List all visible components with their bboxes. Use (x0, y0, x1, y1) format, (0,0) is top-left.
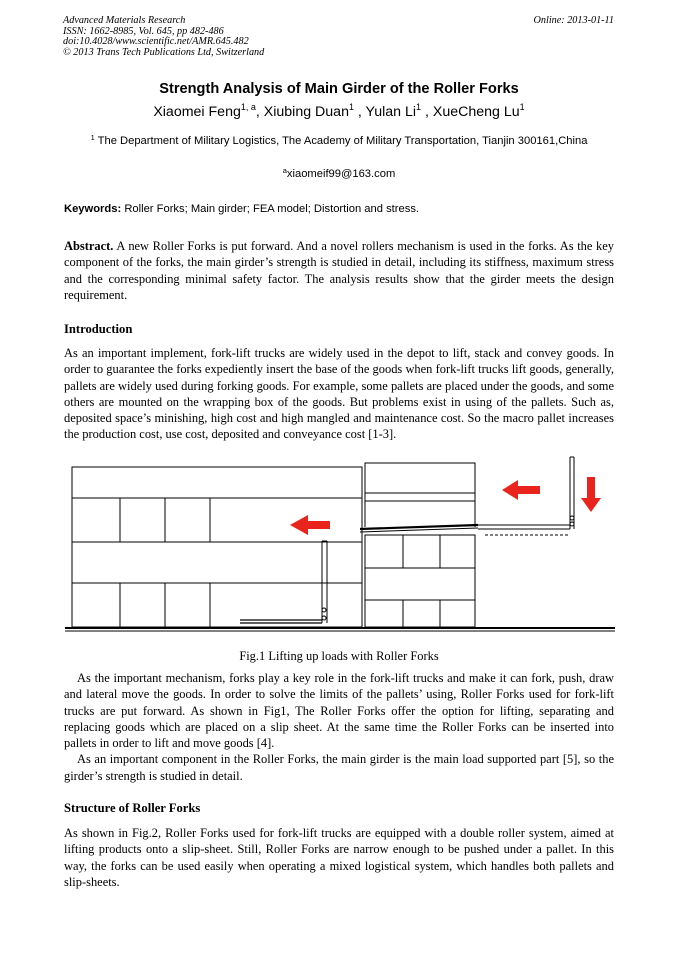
right-goods-stack (365, 463, 475, 627)
keywords-label: Keywords: (64, 203, 122, 215)
figure-roller-forks (60, 455, 620, 640)
left-goods-stack (72, 467, 362, 627)
structure-paragraph (64, 825, 614, 890)
email-text[interactable]: xiaomeif99@163.com (286, 168, 396, 180)
author-sup: 1 (416, 102, 422, 112)
affiliation (80, 131, 598, 148)
author-email (40, 166, 638, 180)
journal-header (63, 16, 363, 58)
keywords (64, 203, 624, 215)
abstract-label: Abstract. (64, 239, 114, 253)
intro-paragraph-3-text: As an important component in the Roller Forks, the main girder is the main load supported part [5], so the girder’s strength is studied in detail. (64, 752, 614, 783)
introduction-heading: Introduction (64, 322, 133, 336)
journal-name: Advanced Materials Research (63, 15, 186, 26)
online-date: Online: 2013-01-11 (533, 15, 614, 26)
structure-heading: Structure of Roller Forks (64, 801, 201, 815)
author-name: Yulan Li (365, 104, 417, 120)
email-sup: a (282, 166, 287, 175)
author-sup: 1 (519, 102, 525, 112)
abstract (64, 238, 614, 303)
intro-paragraph-2-text: As the important mechanism, forks play a key role in the fork-lift trucks and make it can fork, push, draw and lateral move the goods. In order to solve the limits of the pallets’ using, Roller Forks used for fork-lift trucks are put forward. As shown in Fig1, The Roller Forks offer the option for lifting, separating and replacing goods which are placed on a slip sheet. At the same time the Roller Forks can be inserted into pallets in order to lift and move goods [4]. (64, 671, 614, 751)
keywords-text: Roller Forks; Main girder; FEA model; Distortion and stress. (124, 203, 420, 215)
lower-arrow (581, 477, 601, 512)
author-name: XueCheng Lu (432, 104, 520, 120)
author-sup: 1 (348, 102, 354, 112)
push-arrow-right (502, 480, 540, 500)
introduction-paragraph-2 (64, 670, 614, 784)
affiliation-sup: 1 (90, 133, 95, 142)
author-name: Xiubing Duan (263, 104, 349, 120)
author-list: Xiaomei Feng$^{1, a}$, Xiubing Duan$^1$ , Yulan Li$^1$ , XueCheng Lu$^1$ (153, 102, 525, 120)
author-name: Xiaomei Feng (153, 104, 241, 120)
abstract-text: A new Roller Forks is put forward. And a novel rollers mechanism is used in the forks. As the key component of the forks, the main girder’s strength is studied in detail, including its stiffness, maximum stress and the corresponding minimal safety factor. The analysis results show that the girder meets the design requirement. (64, 239, 614, 302)
author-sup: 1, a (240, 102, 256, 112)
introduction-paragraph (64, 345, 614, 443)
right-ground (360, 628, 615, 631)
intro-paragraph-text: As an important implement, fork-lift trucks are widely used in the depot to lift, stack and convey goods. In order to guarantee the forks expediently insert the base of the goods when fork-lift trucks lift goods, generally, pallets are widely used during forking goods. For example, some pallets are placed under the goods, and some others are mounted on the wrapping box of the goods. But problems exist in using of the pallets. Such as, deposited space’s minishing, high cost and high mangled and maintenance cost. So the macro pallet increases the production cost, use cost, deposited and conveyance cost [1-3]. (64, 346, 614, 442)
journal-copyright: © 2013 Trans Tech Publications Ltd, Switzerland (63, 46, 265, 58)
journal-doi[interactable]: doi:10.4028/www.scientific.net/AMR.645.482 (63, 36, 249, 47)
paper-title: Strength Analysis of Main Girder of the Roller Forks (159, 81, 519, 97)
left-ground (65, 628, 360, 631)
journal-issn: ISSN: 1662-8985, Vol. 645, pp 482-486 (63, 25, 224, 37)
figure-caption: Fig.1 Lifting up loads with Roller Forks (239, 649, 439, 663)
structure-paragraph-text: As shown in Fig.2, Roller Forks used for fork-lift trucks are equipped with a double roller system, aimed at lifting products onto a slip-sheet. Still, Roller Forks are narrow enough to be pushed under a pallet. In this way, the forks can be used easily when operating a mixed logistical system, which handles both pallets and slip-sheets. (64, 826, 614, 889)
affiliation-text: The Department of Military Logistics, The Academy of Military Transportation, Tianjin 300161,China (97, 135, 588, 147)
